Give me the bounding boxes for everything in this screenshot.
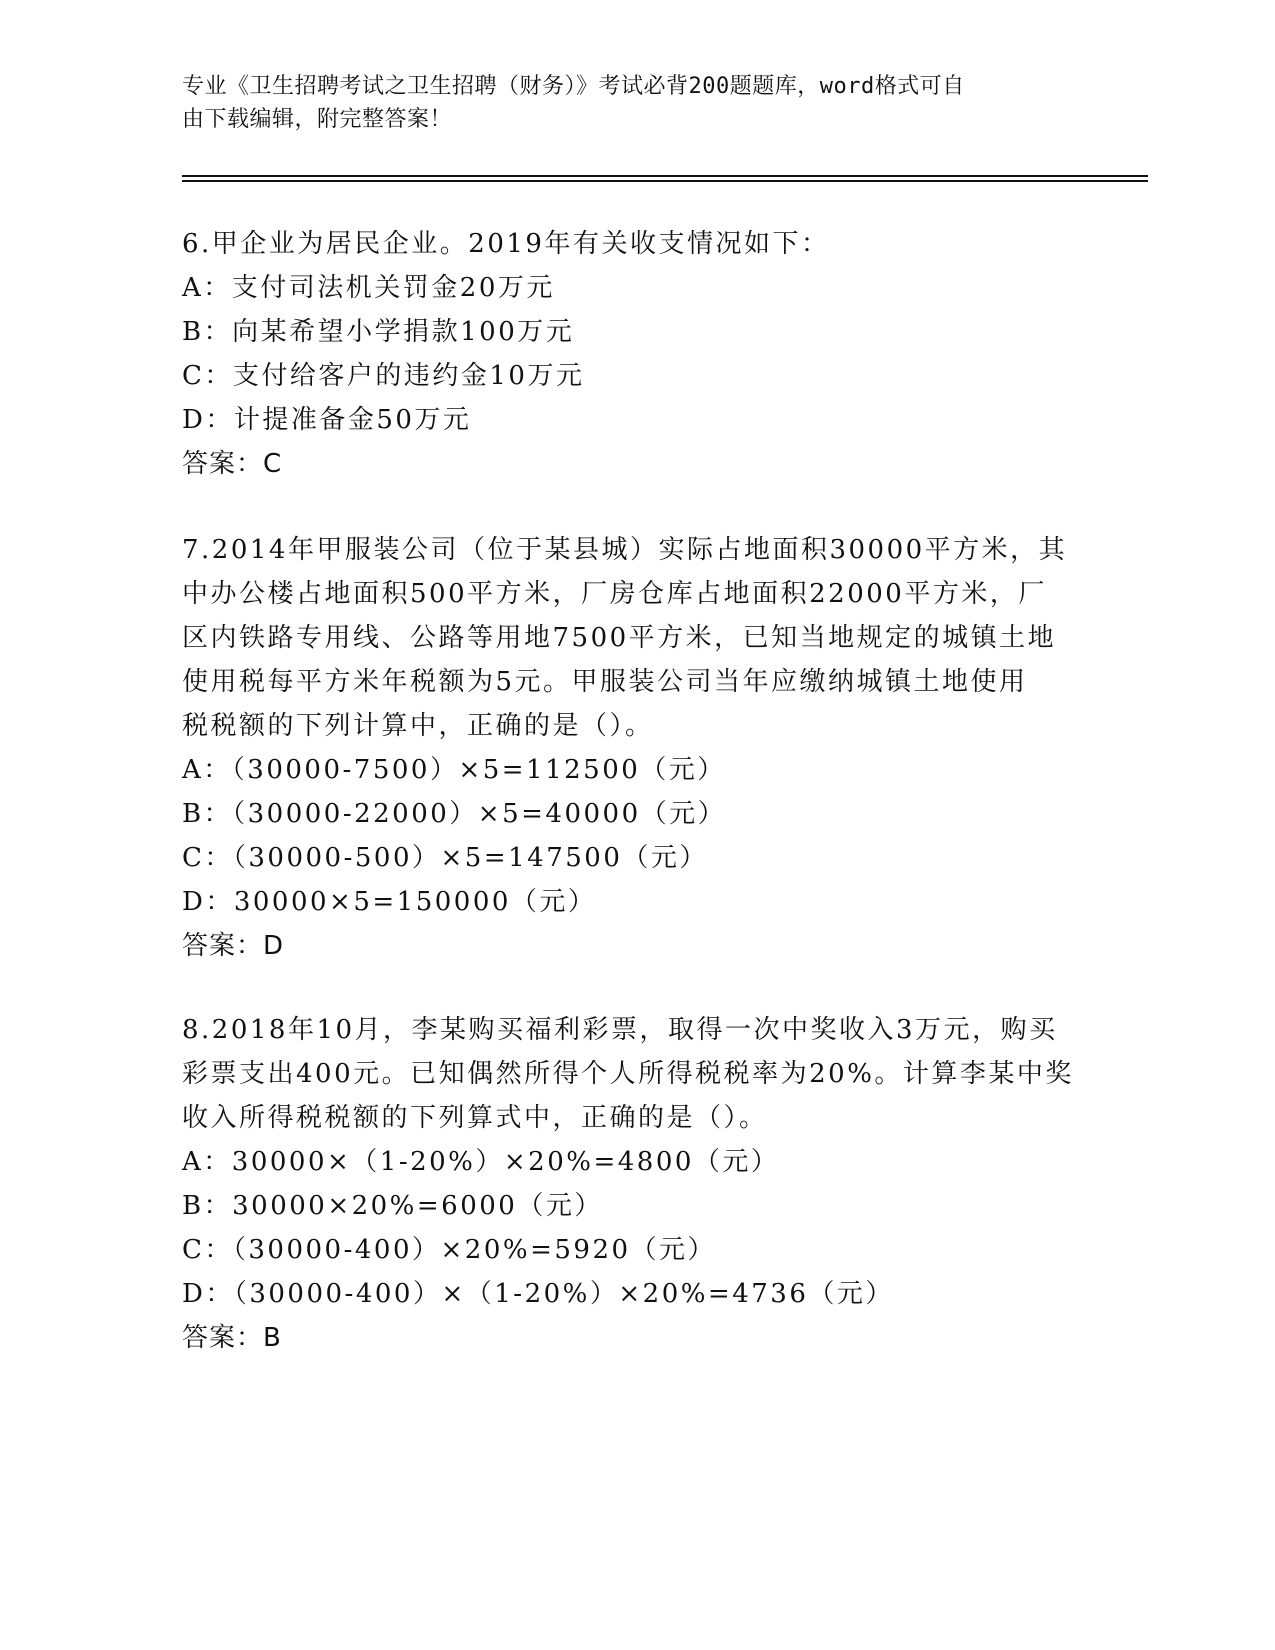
option-b: B：向某希望小学捐款100万元 bbox=[182, 317, 575, 347]
header-line: 专业《卫生招聘考试之卫生招聘（财务）》考试必背200题题库，word格式可自 bbox=[182, 74, 965, 99]
header-divider bbox=[182, 175, 1148, 177]
option-d: D：（30000-400）×（1-20%）×20%=4736（元） bbox=[182, 1279, 894, 1309]
question-stem-line: 使用税每平方米年税额为5元。甲服装公司当年应缴纳城镇土地使用 bbox=[182, 667, 1028, 697]
option-d: D：30000×5=150000（元） bbox=[182, 887, 597, 917]
option-b: B：（30000-22000）×5=40000（元） bbox=[182, 799, 727, 829]
question-stem-line: 6.甲企业为居民企业。2019年有关收支情况如下： bbox=[182, 229, 830, 259]
question-stem-line: 7.2014年甲服装公司（位于某县城）实际占地面积30000平方米，其 bbox=[182, 535, 1068, 565]
option-a: A：支付司法机关罚金20万元 bbox=[182, 273, 555, 303]
option-d: D：计提准备金50万元 bbox=[182, 405, 472, 435]
option-a: A：30000×（1-20%）×20%=4800（元） bbox=[182, 1147, 780, 1177]
question-stem-line: 中办公楼占地面积500平方米，厂房仓库占地面积22000平方米，厂 bbox=[182, 579, 1047, 609]
question-stem-line: 区内铁路专用线、公路等用地7500平方米，已知当地规定的城镇土地 bbox=[182, 623, 1057, 653]
option-a: A：（30000-7500）×5=112500（元） bbox=[182, 755, 726, 785]
question-stem-line: 收入所得税税额的下列算式中，正确的是（）。 bbox=[182, 1103, 768, 1133]
header-divider bbox=[182, 180, 1148, 182]
option-c: C：（30000-500）×5=147500（元） bbox=[182, 843, 708, 873]
option-c: C：支付给客户的违约金10万元 bbox=[182, 361, 585, 391]
answer: 答案：D bbox=[182, 931, 285, 961]
answer: 答案：B bbox=[182, 1323, 282, 1353]
answer: 答案：C bbox=[182, 449, 283, 479]
option-b: B：30000×20%=6000（元） bbox=[182, 1191, 603, 1221]
question-stem-line: 8.2018年10月，李某购买福利彩票，取得一次中奖收入3万元，购买 bbox=[182, 1015, 1058, 1045]
question-stem-line: 彩票支出400元。已知偶然所得个人所得税税率为20%。计算李某中奖 bbox=[182, 1059, 1074, 1089]
option-c: C：（30000-400）×20%=5920（元） bbox=[182, 1235, 717, 1265]
question-stem-line: 税税额的下列计算中，正确的是（）。 bbox=[182, 711, 654, 741]
header-line: 由下载编辑，附完整答案！ bbox=[182, 107, 453, 132]
